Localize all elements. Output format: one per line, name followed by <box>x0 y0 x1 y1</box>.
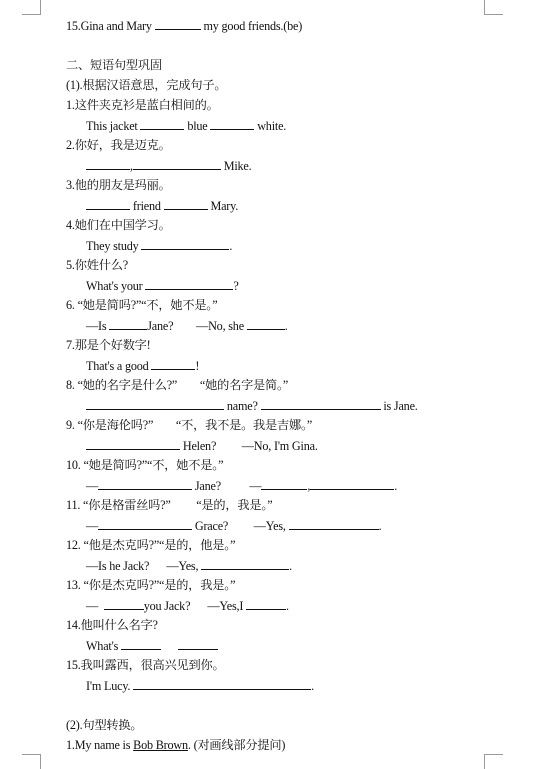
answer-blank[interactable] <box>133 158 177 170</box>
question-7: 7.那是个好数字! <box>66 338 151 352</box>
exercise-line-15-be: 15.Gina and Mary my good friends.(be) <box>66 19 303 33</box>
answer-blank[interactable] <box>86 438 180 450</box>
answer-line-6: —Is Jane? —No, she . <box>86 319 288 333</box>
answer-blank[interactable] <box>155 18 201 30</box>
answer-blank[interactable] <box>189 278 233 290</box>
answer-line-12: —Is he Jack? —Yes, . <box>86 559 293 573</box>
answer-blank[interactable] <box>104 598 144 610</box>
answer-blank[interactable] <box>245 558 289 570</box>
answer-blank[interactable] <box>354 478 394 490</box>
question-9: 9. “你是海伦吗?” “不，我不是。我是吉娜。” <box>66 418 313 432</box>
answer-blank[interactable] <box>335 518 379 530</box>
answer-blank[interactable] <box>177 678 221 690</box>
answer-blank[interactable] <box>201 558 245 570</box>
answer-blank[interactable] <box>185 238 229 250</box>
question-1: 1.这件夹克衫是蓝白相间的。 <box>66 98 219 112</box>
answer-blank[interactable] <box>265 678 311 690</box>
answer-blank[interactable] <box>289 518 335 530</box>
question-8: 8. “她的名字是什么?” “她的名字是简。” <box>66 378 289 392</box>
answer-blank[interactable] <box>210 118 254 130</box>
answer-line-3: friend Mary. <box>86 198 238 213</box>
question-10: 10. “她是简吗?”“不，她不是。” <box>66 458 224 472</box>
answer-line-8: name? is Jane. <box>86 398 418 413</box>
answer-blank[interactable] <box>247 318 285 330</box>
answer-blank[interactable] <box>246 598 286 610</box>
answer-line-10: — Jane? — , . <box>86 479 398 493</box>
answer-blank[interactable] <box>141 238 185 250</box>
answer-blank[interactable] <box>261 398 331 410</box>
crop-mark-top-right <box>484 0 503 15</box>
transform-question-1: 1.My name is Bob Brown. (对画线部分提问) <box>66 738 286 752</box>
question-15: 15.我叫露西，很高兴见到你。 <box>66 658 225 672</box>
answer-line-4: They study . <box>86 239 233 253</box>
answer-blank[interactable] <box>178 638 218 650</box>
answer-blank[interactable] <box>98 478 148 490</box>
answer-blank[interactable] <box>86 158 130 170</box>
answer-blank[interactable] <box>86 398 130 410</box>
question-11: 11. “你是格雷丝吗?” “是的，我是。” <box>66 498 273 512</box>
answer-blank[interactable] <box>86 198 130 210</box>
answer-blank[interactable] <box>221 678 265 690</box>
answer-blank[interactable] <box>164 198 208 210</box>
answer-blank[interactable] <box>130 398 180 410</box>
question-12: 12. “他是杰克吗?”“是的，他是。” <box>66 538 236 552</box>
answer-line-15: I'm Lucy. . <box>86 679 314 693</box>
answer-blank[interactable] <box>133 678 177 690</box>
answer-line-11: — Grace? —Yes, . <box>86 519 382 533</box>
answer-blank[interactable] <box>151 358 195 370</box>
question-2: 2.你好，我是迈克。 <box>66 138 171 152</box>
question-4: 4.她们在中国学习。 <box>66 218 171 232</box>
underlined-phrase: Bob Brown <box>133 738 188 752</box>
part-heading-2: (2).句型转换。 <box>66 718 143 732</box>
answer-blank[interactable] <box>98 518 148 530</box>
crop-mark-bottom-right <box>484 754 503 769</box>
answer-line-14: What's <box>86 638 218 653</box>
question-13: 13. “你是杰克吗?”“是的，我是。” <box>66 578 236 592</box>
question-3: 3.他的朋友是玛丽。 <box>66 178 171 192</box>
question-6: 6. “她是简吗?”“不，她不是。” <box>66 298 218 312</box>
answer-blank[interactable] <box>261 478 307 490</box>
question-5: 5.你姓什么? <box>66 258 128 272</box>
answer-blank[interactable] <box>331 398 381 410</box>
question-14: 14.他叫什么名字? <box>66 618 158 632</box>
crop-mark-bottom-left <box>22 754 41 769</box>
part-heading: (1).根据汉语意思，完成句子。 <box>66 78 227 92</box>
answer-line-5: What's your ? <box>86 279 239 293</box>
answer-blank[interactable] <box>177 158 221 170</box>
answer-line-7: That's a good ! <box>86 359 200 373</box>
answer-blank[interactable] <box>148 478 192 490</box>
answer-blank[interactable] <box>140 118 184 130</box>
crop-mark-top-left <box>22 0 41 15</box>
answer-blank[interactable] <box>180 398 224 410</box>
answer-blank[interactable] <box>310 478 354 490</box>
section-heading: 二、短语句型巩固 <box>66 58 162 72</box>
answer-line-1: This jacket blue white. <box>86 119 287 133</box>
answer-blank[interactable] <box>109 318 147 330</box>
answer-blank[interactable] <box>145 278 189 290</box>
answer-line-13: — you Jack? —Yes,I . <box>86 599 289 613</box>
answer-line-9: Helen? —No, I'm Gina. <box>86 438 318 453</box>
answer-blank[interactable] <box>148 518 192 530</box>
answer-blank[interactable] <box>121 638 161 650</box>
answer-line-2: , Mike. <box>86 158 251 173</box>
